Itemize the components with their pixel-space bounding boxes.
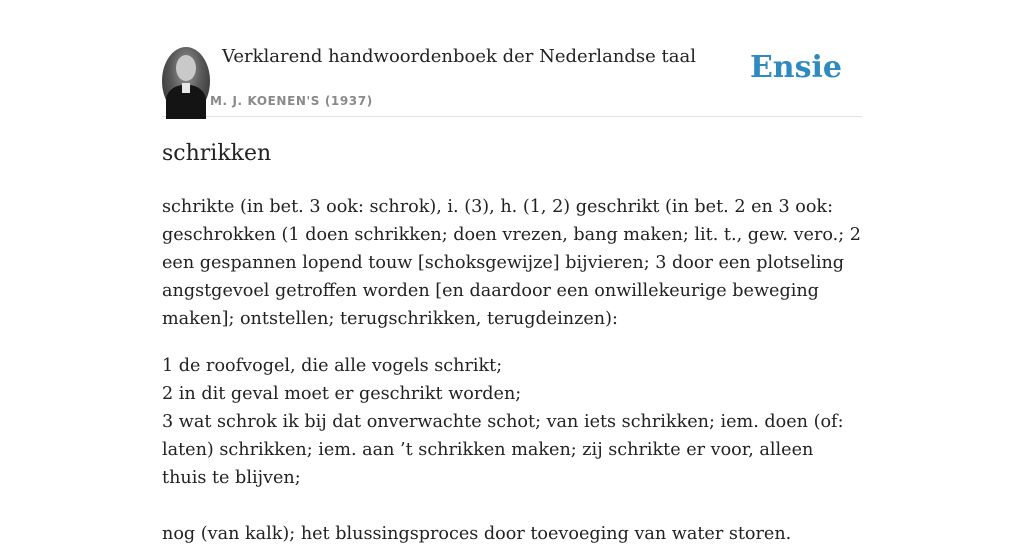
author-portrait bbox=[162, 47, 210, 115]
book-title[interactable]: Verklarend handwoordenboek der Nederlandse taal bbox=[222, 46, 696, 67]
example-item: 2 in dit geval moet er geschrikt worden; bbox=[162, 384, 522, 404]
trailing-text: nog (van kalk); het blussingsproces door toevoeging van water storen. bbox=[162, 524, 792, 544]
example-spacer bbox=[162, 492, 862, 520]
example-item: 1 de roofvogel, die alle vogels schrikt; bbox=[162, 356, 503, 376]
entry-examples bbox=[162, 352, 862, 548]
entry-definition: schrikte (in bet. 3 ook: schrok), i. (3), h. (1, 2) geschrikt (in bet. 2 en 3 ook: geschrokken (1 doen schrikken; doen vrezen, bang maken; lit. t., gew. vero.; 2 een gespannen lopend touw [schoksgewijze] bijvieren; 3 door een plotseling angstgevoel getroffen worden [en daardoor een onwillekeurige beweging maken]; ontstellen; terugschrikken, terugdeinzen): bbox=[162, 197, 861, 329]
brand-logo[interactable]: Ensie bbox=[749, 50, 842, 85]
portrait-collar bbox=[182, 83, 190, 93]
book-author: M. J. KOENEN'S (1937) bbox=[210, 94, 373, 108]
example-item: 3 wat schrok ik bij dat onverwachte schot; van iets schrikken; iem. doen (of: laten) schrikken; iem. aan ’t schrikken maken; zij schrikte er voor, alleen thuis te blijven; bbox=[162, 412, 844, 488]
entry-headword: schrikken bbox=[162, 141, 272, 166]
portrait-face bbox=[176, 55, 196, 81]
entry-content bbox=[162, 138, 862, 548]
page-header bbox=[162, 44, 862, 117]
